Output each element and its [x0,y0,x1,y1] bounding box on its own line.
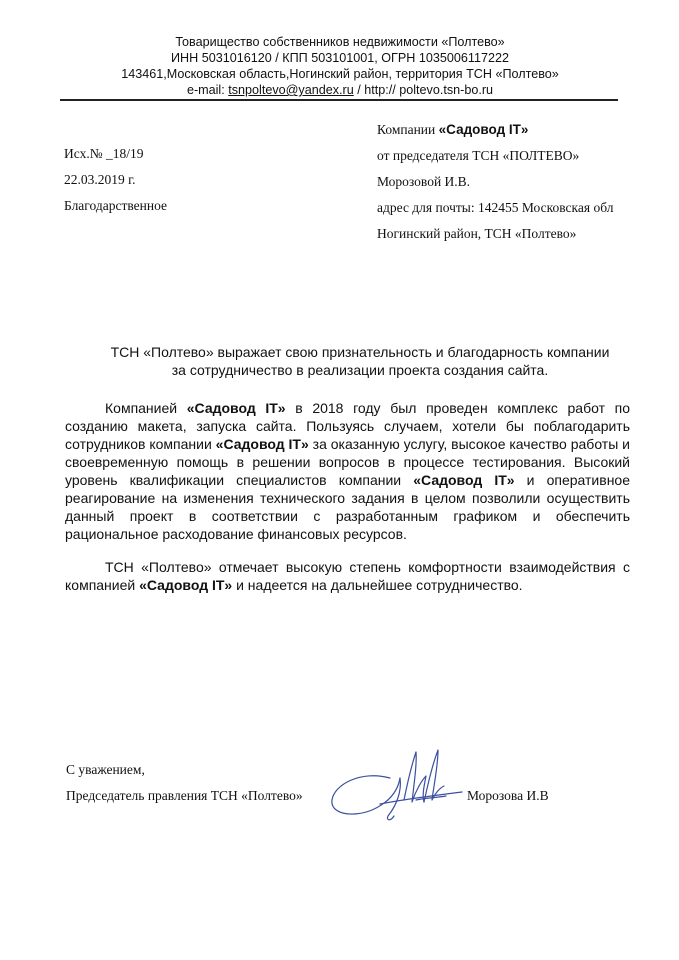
ref-number: Исх.№ _18/19 [64,146,144,161]
signer-position: Председатель правления ТСН «Полтево» [66,788,303,803]
letter-meta [64,141,167,219]
addressee-postal-2: Ногинский район, ТСН «Полтево» [377,226,577,241]
org-address: 143461,Московская область,Ногинский район, территория ТСН «Полтево» [121,67,559,81]
doc-type: Благодарственное [64,198,168,213]
p1-company-1: «Садовод IT» [186,400,286,416]
addressee-person: Морозовой И.В. [377,174,471,189]
p1-text-a: Компанией [105,400,187,416]
lead-line-1: ТСН «Полтево» выражает свою признательность и благодарность компании [110,344,610,360]
addressee-postal-1: адрес для почты: 142455 Московская обл [377,200,614,215]
signer-name: Морозова И.В [467,788,549,803]
addressee-company-prefix: Компании [377,122,439,137]
org-contacts [60,82,620,98]
handwritten-signature [320,740,470,830]
p1-text-d: и оперативное реагирование на изменения технического задания в целом позволили осуществить данный проект в соответствии с разработанным графиком и обеспечить рациональное расходование финансовых ресурсов. [65,472,630,542]
letter-date: 22.03.2019 г. [64,172,136,187]
lead-line-2: за сотрудничество в реализации проекта создания сайта. [171,362,549,378]
p2-company: «Садовод IT» [139,577,233,593]
email-link[interactable]: tsnpoltevo@yandex.ru [228,83,354,97]
body-paragraph-2 [65,558,630,594]
addressee-company [377,117,614,143]
p1-text-b: в 2018 году был проведен комплекс работ по созданию макета, запуска сайта. Пользуясь случаем, хотели бы поблагодарить сотрудников компании [65,400,630,452]
letterhead [60,34,620,98]
p2-text-b: и надеется на дальнейшее сотрудничество. [232,577,523,593]
header-divider [60,99,618,101]
website-text: / http:// poltevo.tsn-bo.ru [353,83,494,97]
p1-text-c: за оказанную услугу, высокое качество работы и своевременную помощь в решении вопросов в процессе тестирования. Высокий уровень квалификации специалистов компании [65,436,630,488]
regards: С уважением, [66,762,145,777]
org-ids: ИНН 5031016120 / КПП 503101001, ОГРН 1035006117222 [171,51,509,65]
lead-statement [100,343,620,379]
email-label: e-mail: [186,83,229,97]
body-paragraph-1 [65,399,630,543]
addressee-block [377,117,614,247]
p1-company-3: «Садовод IT» [413,472,515,488]
org-name: Товарищество собственников недвижимости «Полтево» [175,35,505,49]
addressee-company-name: «Садовод IT» [438,122,529,137]
p2-text-a: ТСН «Полтево» отмечает высокую степень комфортности взаимодействия с компанией [65,559,630,593]
p1-company-2: «Садовод IT» [215,436,309,452]
addressee-from: от председателя ТСН «ПОЛТЕВО» [377,148,580,163]
